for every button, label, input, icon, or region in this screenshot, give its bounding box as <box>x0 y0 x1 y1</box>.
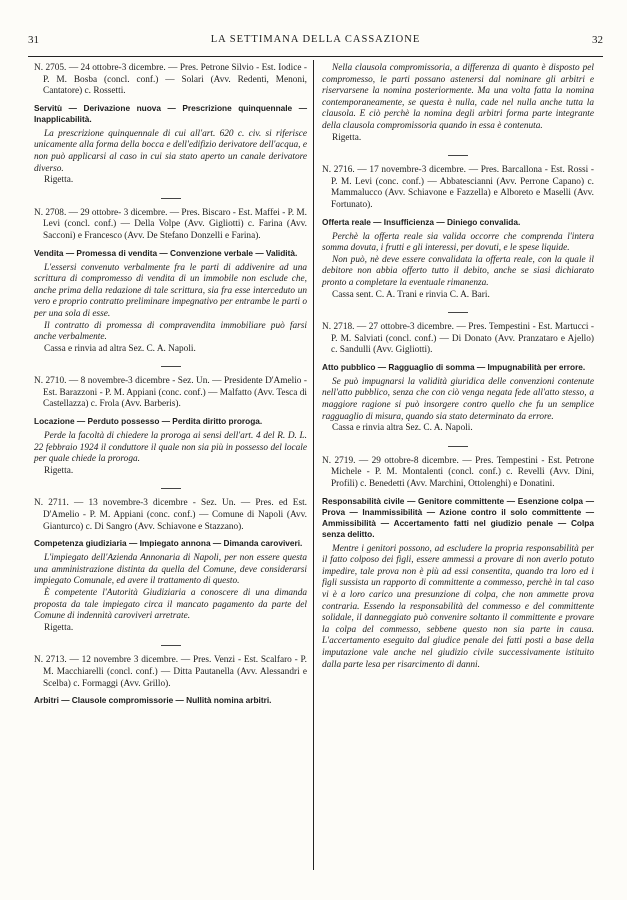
outcome-note: Cassa sent. C. A. Trani e rinvia C. A. Bari. <box>332 289 490 300</box>
decision-entry <box>34 655 307 706</box>
page-number-right: 32 <box>592 34 603 46</box>
entry-separator <box>161 366 181 367</box>
subject-heading: Servitù — Derivazione nuova — Prescrizione quinquennale — Inapplicabilità. <box>34 102 307 124</box>
legal-maxim: L'impiegato dell'Azienda Annonaria di Napoli, per non essere questa una amministrazione distinta da quella del Comune, deve considerarsi impiegato Comunale, ed avere il trattamento di questo. <box>34 553 307 587</box>
outcome-note: Rigetta. <box>44 465 74 476</box>
running-title: LA SETTIMANA DELLA CASSAZIONE <box>210 34 421 45</box>
decision-entry <box>322 322 594 435</box>
legal-maxim: Non può, nè deve essere convalidata la offerta reale, con la quale il debitore non abbia offerto tutto il debito, anche se siasi dichiarato pronto a completare la eventuale rimanenza. <box>322 254 594 288</box>
subject-heading: Atto pubblico — Ragguaglio di somma — Impugnabilità per errore. <box>322 361 586 372</box>
subject-heading: Vendita — Promessa di vendita — Convenzione verbale — Validità. <box>34 247 298 258</box>
outcome-note: Cassa e rinvia ad altra Sez. C. A. Napoli. <box>44 343 196 354</box>
left-column <box>34 63 307 710</box>
entry-separator <box>161 645 181 646</box>
outcome-note: Rigetta. <box>332 132 362 143</box>
case-citation: N. 2718. — 27 ottobre-3 dicembre. — Pres. Tempestini - Est. Martucci - P. M. Salviati (concl. conf.) — Di Donato (Avv. Pranzataro e Ajello) c. Sandulli (Avv. Gigliotti). <box>322 322 594 356</box>
entry-separator <box>448 155 468 156</box>
right-column <box>322 63 594 671</box>
entry-separator <box>161 488 181 489</box>
outcome-note: Cassa e rinvia altra Sez. C. A. Napoli. <box>332 423 473 434</box>
entry-separator <box>161 198 181 199</box>
decision-entry <box>34 498 307 634</box>
case-citation: N. 2710. — 8 novembre-3 dicembre - Sez. Un. — Presidente D'Amelio - Est. Barazzoni - P. M. Appiani (conc. conf.) — Malfatto (Avv. Tesca di Castellazza) c. Frola (Avv. Barberis). <box>34 376 307 410</box>
decision-entry-continued <box>322 63 594 144</box>
subject-heading: Locazione — Perduto possesso — Perdita diritto proroga. <box>34 416 263 427</box>
subject-heading: Offerta reale — Insufficienza — Diniego convalida. <box>322 216 521 227</box>
case-citation: N. 2716. — 17 novembre-3 dicembre. — Pres. Barcallona - Est. Rossi - P. M. Levi (conc. conf.) — Abbatescianni (Avv. Perrone Capano) c. Mammalucco (Avv. Schiavone e Fazzella) e Alboreto e Maselli (Avv. Fortunato). <box>322 165 594 210</box>
case-citation: N. 2705. — 24 ottobre-3 dicembre. — Pres. Petrone Silvio - Est. Iodice - P. M. Bosba (concl. conf.) — Solari (Avv. Redenti, Menoni, Cantatore) c. Rossetti. <box>34 63 307 97</box>
legal-maxim: Se può impugnarsi la validità giuridica delle convenzioni contenute nell'atto pubblico, senza che con ciò venga negata fede all'atto stesso, a maggiore ragione si può insorgere contro quello che fu un semplice ragguaglio di misura, quando sia stato determinato da errore. <box>322 376 594 422</box>
entry-separator <box>448 446 468 447</box>
decision-entry <box>34 63 307 187</box>
subject-heading: Arbitri — Clausole compromissorie — Nullità nomina arbitri. <box>34 695 272 706</box>
legal-maxim: Il contratto di promessa di compravendita immobiliare può farsi anche verbalmente. <box>34 320 307 343</box>
legal-maxim: L'essersi convenuto verbalmente fra le parti di addivenire ad una scrittura di compromesso di vendita di un immobile non esclude che, anche prima della redazione di tale scrittura, sia fra esse interceduto un vero e proprio contratto preliminare impegnativo per entrambe le parti o per una sola di esse. <box>34 262 307 319</box>
legal-maxim: La prescrizione quinquennale di cui all'art. 620 c. civ. si riferisce unicamente alla forma della bocca e dell'edifizio derivatore dell'acqua, e non può applicarsi al caso in cui sia stato aperto un canale derivatore diverso. <box>34 128 307 174</box>
decision-entry <box>34 376 307 477</box>
subject-heading: Competenza giudiziaria — Impiegato annona — Dimanda caroviveri. <box>34 538 303 549</box>
legal-maxim: Perde la facoltà di chiedere la proroga ai sensi dell'art. 4 del R. D. L. 22 febbraio 1924 il conduttore il quale non sia più in possesso del locale per quale chiede la proroga. <box>34 431 307 465</box>
entry-separator <box>448 312 468 313</box>
outcome-note: Rigetta. <box>44 175 74 186</box>
outcome-note: Rigetta. <box>44 622 74 633</box>
case-citation: N. 2719. — 29 ottobre-8 dicembre. — Pres. Tempestini - Est. Petrone Michele - P. M. Montalenti (concl. conf.) c. Revelli (Avv. Dini, Profili) c. Benedetti (Avv. Marchini, Ottolenghi) e Donatini. <box>322 455 594 490</box>
subject-heading: Responsabilità civile — Genitore committente — Esenzione colpa — Prova — Inammissibilità — Azione contro il solo committente — Ammissibilità — Accertamento fatti nel giudizio penale — Colpa senza delitto. <box>322 495 594 539</box>
page-number-left: 31 <box>28 34 39 46</box>
case-citation: N. 2708. — 29 ottobre- 3 dicembre. — Pres. Biscaro - Est. Maffei - P. M. Levi (concl. conf.) — Della Volpe (Avv. Gigliotti) c. Farina (Avv. Sacconi) e Francesco (Avv. De Stefano Donzelli e Farina). <box>34 207 308 241</box>
case-citation: N. 2711. — 13 novembre-3 dicembre - Sez. Un. — Pres. ed Est. D'Amelio - P. M. Appiani (conc. conf.) — Comune di Napoli (Avv. Gianturco) c. Di Sangro (Avv. Schiavone e Stazzano). <box>34 498 307 532</box>
legal-maxim: È competente l'Autorità Giudiziaria a conoscere di una dimanda proposta da tale impiegato circa il mancato pagamento da parte del Comune di indennità caroviveri arretrate. <box>34 588 307 622</box>
decision-entry <box>34 208 307 356</box>
decision-entry <box>322 165 594 301</box>
header-rule <box>28 56 603 57</box>
page-header <box>28 34 603 50</box>
decision-entry <box>322 456 594 671</box>
legal-maxim: Perchè la offerta reale sia valida occorre che comprenda l'intera somma dovuta, i frutti e gli interessi, per dovuti, e le spese liquide. <box>322 231 594 254</box>
column-divider <box>313 60 314 870</box>
legal-maxim: Nella clausola compromissoria, a differenza di quanto è disposto pel compromesso, le parti possano astenersi dal nominare gli arbitri e riservarsene la nomina posteriormente. Ma una volta fatta la nomina contemporaneamente, se questa è nulla, cade nel nulla anche tutta la clausola. E ciò perchè la nomina degli arbitri forma parte integrante della clausola compromissoria quando in essa è contenuta. <box>322 63 594 131</box>
legal-maxim: Mentre i genitori possono, ad escludere la propria responsabilità per il fatto colposo dei figli, essere ammessi a provare di non averlo potuto impedire, tale prova non è più ad essi consentita, quando tra loro ed i figli sussista un rapporto di committente a commesso, perchè in tal caso vi è a loro carico una presunzione di colpa, che non ammette prova contraria. Essendo la responsabilità del commesso e del committente solidale, il danneggiato può convenire soltanto il committente e provare la colpa del commesso, sebbene questo non sia parte in causa. L'accertamento eseguito dal giudice penale dei fatti posti a base della imputazione vale anche nel giudizio civile successivamente istituito dalla parte lesa per risarcimento di danni. <box>322 543 594 670</box>
case-citation: N. 2713. — 12 novembre 3 dicembre. — Pres. Venzi - Est. Scalfaro - P. M. Macchiarelli (concl. conf.) — Ditta Pautanella (Avv. Alessandri e Scelba) c. Formaggi (Avv. Grillo). <box>34 655 307 689</box>
